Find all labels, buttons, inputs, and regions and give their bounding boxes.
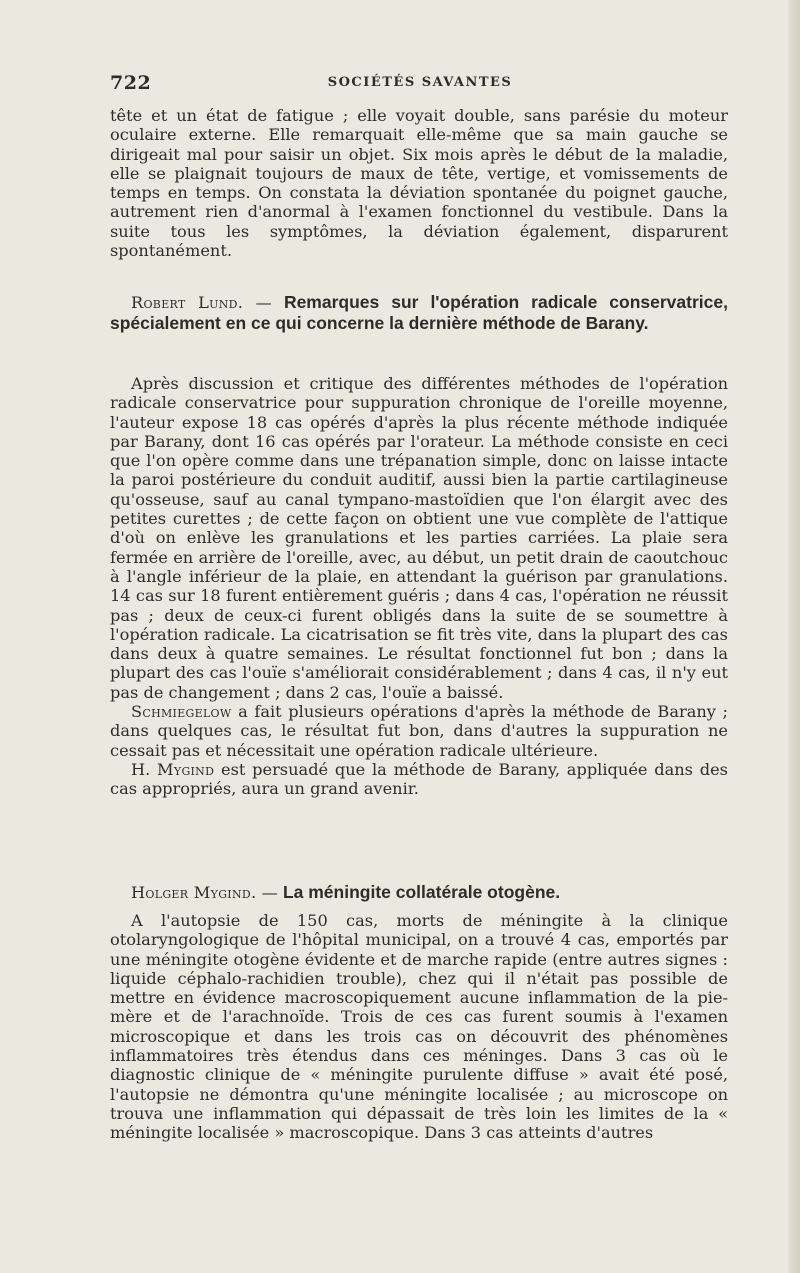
heading-dash: — <box>261 883 278 902</box>
discussion-text: a fait plusieurs opérations d'après la méthode de Barany ; dans quelques cas, le résultat fut bon, dans d'autres la suppuration ne cessait pas et nécessitait une opération radicale ultérieure. <box>110 702 728 760</box>
discussion-text: est persuadé que la méthode de Barany, appliquée dans des cas appropriés, aura un grand avenir. <box>110 759 728 799</box>
discussant-name: Schmiegelow <box>131 702 232 722</box>
article-title: La méningite collatérale otogène. <box>282 882 561 902</box>
discussant-initial: H. <box>131 759 151 779</box>
page-header <box>110 72 730 92</box>
article-body-lund <box>110 374 728 799</box>
article-heading-mygind <box>110 883 728 902</box>
body-paragraph: Après discussion et critique des différentes méthodes de l'opération radicale conservatrice pour suppuration chronique de l'oreille moyenne, l'auteur expose 18 cas opérés d'après la plus récente méthode indiquée par Barany, dont 16 cas opérés par l'orateur. La méthode consiste en ceci que l'on opère comme dans une trépanation simple, donc on laisse intacte la paroi postérieure du conduit auditif, aussi bien la partie cartilagineuse qu'osseuse, sauf au canal tympano-mastoïdien que l'on élargit avec des petites curettes ; de cette façon on obtient une vue complète de l'attique d'où on enlève les granulations et les parties carriées. La plaie sera fermée en arrière de l'oreille, avec, au début, un petit drain de caoutchouc à l'angle inférieur de la plaie, en attendant la guérison par granulations. 14 cas sur 18 furent entièrement guéris ; dans 4 cas, l'opération ne réussit pas ; deux de ceux-ci furent obligés dans la suite de se soumettre à l'opération radicale. La cicatrisation se fit très vite, dans la plupart des cas dans deux à quatre semaines. Le résultat fonctionnel fut bon ; dans la plupart des cas l'ouïe s'améliorait considérablement ; dans 4 cas, il n'y eut pas de changement ; dans 2 cas, l'ouïe a baissé. <box>110 374 728 702</box>
author-name: Robert Lund. <box>131 293 244 312</box>
article-body-mygind <box>110 911 728 1143</box>
article-heading-lund <box>110 292 728 334</box>
continuation-text: tête et un état de fatigue ; elle voyait double, sans parésie du moteur oculaire externe. Elle remarquait elle-même que sa main gauche se dirigeait mal pour saisir un objet. Six mois après le début de la maladie, elle se plaignait toujours de maux de tête, vertige, et vomissements de temps en temps. On constata la déviation spontanée du poignet gauche, autrement rien d'anormal à l'examen fonctionnel du vestibule. Dans la suite tous les symptômes, la déviation également, disparurent spontanément. <box>110 106 728 261</box>
heading-dash: — <box>255 293 272 312</box>
page-number: 722 <box>110 72 152 94</box>
discussion-paragraph <box>110 760 728 799</box>
running-title: SOCIÉTÉS SAVANTES <box>327 75 513 90</box>
discussion-paragraph <box>110 702 728 760</box>
body-paragraph: A l'autopsie de 150 cas, morts de méningite à la clinique otolaryngologique de l'hôpital municipal, on a trouvé 4 cas, emportés par une méningite otogène évidente et de marche rapide (entre autres signes : liquide céphalo-rachidien trouble), chez qui il n'était pas possible de mettre en évidence macroscopiquement aucune inflammation de la pie-mère et de l'arachnoïde. Trois de ces cas furent soumis à l'examen microscopique et dans les trois cas on découvrit des phénomènes inflammatoires très étendus dans ces méninges. Dans 3 cas où le diagnostic clinique de « méningite purulente diffuse » avait été posé, l'autopsie ne démontra qu'une méningite localisée ; au microscope on trouva une inflammation qui dépassait de très loin les limites de la « méningite localisée » macroscopique. Dans 3 cas atteints d'autres <box>110 911 728 1143</box>
article-title: Remarques sur l'opération radicale conservatrice, spécialement en ce qui concerne la dernière méthode de Barany. <box>110 292 728 333</box>
author-name: Holger Mygind. <box>131 883 257 902</box>
discussant-name: Mygind <box>157 759 215 779</box>
page-edge-shadow <box>788 0 800 1273</box>
continuation-paragraph <box>110 106 728 260</box>
